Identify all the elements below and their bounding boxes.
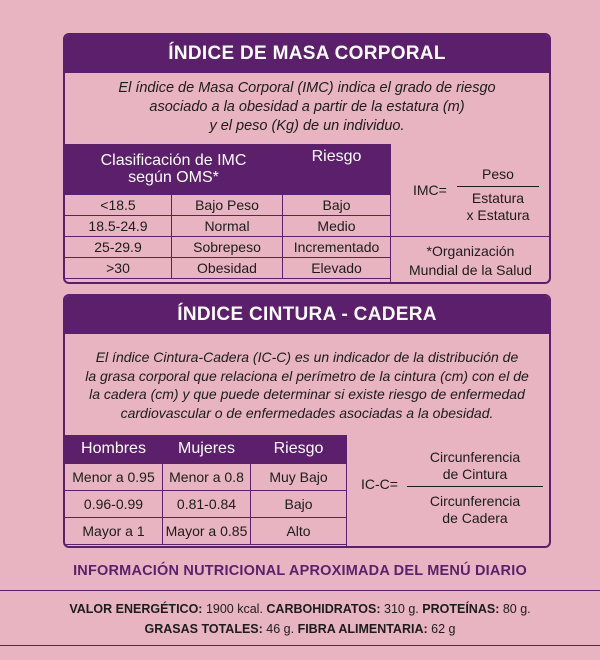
- imc-intro: [65, 73, 549, 143]
- imc-formula: [391, 166, 550, 238]
- divider: [0, 645, 600, 646]
- imc-label-cell: Normal: [172, 216, 283, 237]
- imc-risk-cell: Bajo: [283, 195, 391, 216]
- fiber-label: FIBRA ALIMENTARIA:: [297, 622, 428, 636]
- imc-label-cell: Sobrepeso: [172, 237, 283, 258]
- imc-intro-line: El índice de Masa Corporal (IMC) indica el grado de riesgo: [118, 80, 496, 96]
- nutrition-line-1: [0, 602, 600, 616]
- icc-header-risk: Riesgo: [251, 435, 347, 464]
- imc-risk-cell: Elevado: [283, 258, 391, 279]
- imc-formula-lhs: IMC=: [413, 182, 447, 198]
- imc-range-cell: 25-29.9: [65, 237, 172, 258]
- nutrition-line-2: [0, 622, 600, 636]
- icc-intro-line: El índice Cintura-Cadera (IC-C) es un indicador de la distribución de: [95, 349, 519, 365]
- table-row: [65, 518, 347, 545]
- icc-formula-denominator-line2: de Cadera: [442, 510, 508, 526]
- icc-risk-cell: Muy Bajo: [251, 464, 347, 491]
- icc-formula-denominator: [405, 493, 545, 527]
- imc-header-classification-line2: según OMS*: [128, 169, 219, 186]
- icc-intro-line: la cadera (cm) y que puede determinar si existe riesgo de enfermedad: [89, 386, 525, 402]
- icc-formula-lhs: IC-C=: [361, 476, 398, 492]
- table-row: [65, 237, 391, 258]
- imc-formula-denominator: [451, 190, 545, 224]
- table-row: [65, 464, 347, 491]
- icc-formula-panel: [346, 435, 550, 546]
- icc-intro: [65, 334, 549, 432]
- fiber-value: 62 g: [431, 622, 456, 636]
- imc-label-cell: Obesidad: [172, 258, 283, 279]
- imc-formula-numerator: Peso: [482, 166, 514, 182]
- imc-table: [64, 144, 391, 279]
- icc-men-cell: Menor a 0.95: [65, 464, 163, 491]
- who-note: [391, 242, 550, 280]
- who-note-line2: Mundial de la Salud: [409, 262, 532, 278]
- icc-table: [64, 435, 347, 545]
- imc-range-cell: <18.5: [65, 195, 172, 216]
- fraction-bar: [407, 486, 543, 487]
- carbs-label: CARBOHIDRATOS:: [266, 602, 381, 616]
- fat-label: GRASAS TOTALES:: [144, 622, 263, 636]
- icc-risk-cell: Alto: [251, 518, 347, 545]
- icc-formula-numerator-line2: de Cintura: [442, 466, 508, 482]
- imc-card: [63, 33, 551, 284]
- icc-men-cell: 0.96-0.99: [65, 491, 163, 518]
- imc-header-classification-line1: Clasificación de IMC: [100, 152, 247, 169]
- energy-value: 1900 kcal.: [205, 602, 263, 616]
- icc-formula-denominator-line1: Circunferencia: [429, 493, 521, 509]
- icc-intro-line: cardiovascular o de enfermedades asociadas a la obesidad.: [120, 404, 494, 421]
- icc-women-cell: Mayor a 0.85: [163, 518, 251, 545]
- imc-formula-panel: [390, 144, 550, 282]
- imc-range-cell: 18.5-24.9: [65, 216, 172, 237]
- imc-risk-cell: Medio: [283, 216, 391, 237]
- icc-women-cell: Menor a 0.8: [163, 464, 251, 491]
- carbs-value: 310 g.: [384, 602, 419, 616]
- energy-label: VALOR ENERGÉTICO:: [69, 602, 203, 616]
- fat-value: 46 g.: [266, 622, 295, 636]
- imc-header-classification: [65, 144, 283, 195]
- table-row: [65, 491, 347, 518]
- icc-formula-numerator: [405, 449, 545, 483]
- imc-formula-denominator-line2: x Estatura: [466, 207, 530, 223]
- imc-intro-line: y el peso (Kg) de un individuo.: [209, 118, 405, 134]
- who-note-line1: *Organización: [426, 243, 515, 259]
- imc-range-cell: >30: [65, 258, 172, 279]
- fraction-bar: [457, 186, 539, 187]
- imc-intro-line: asociado a la obesidad a partir de la estatura (m): [149, 99, 465, 115]
- imc-header-risk: Riesgo: [283, 144, 391, 195]
- protein-label: PROTEÍNAS:: [422, 602, 500, 616]
- divider: [391, 236, 550, 237]
- icc-header-men: Hombres: [65, 435, 163, 464]
- icc-women-cell: 0.81-0.84: [163, 491, 251, 518]
- icc-title: ÍNDICE CINTURA - CADERA: [65, 296, 549, 334]
- icc-risk-cell: Bajo: [251, 491, 347, 518]
- icc-formula-numerator-line1: Circunferencia: [429, 449, 521, 465]
- icc-card: [63, 294, 551, 548]
- icc-intro-line: la grasa corporal que relaciona el perímetro de la cintura (cm) con el de: [85, 367, 529, 384]
- table-row: [65, 195, 391, 216]
- protein-value: 80 g.: [502, 602, 531, 616]
- imc-title: ÍNDICE DE MASA CORPORAL: [65, 35, 549, 73]
- nutrition-title: INFORMACIÓN NUTRICIONAL APROXIMADA DEL MENÚ DIARIO: [73, 563, 527, 579]
- imc-label-cell: Bajo Peso: [172, 195, 283, 216]
- icc-men-cell: Mayor a 1: [65, 518, 163, 545]
- divider: [0, 590, 600, 591]
- imc-formula-denominator-line1: Estatura: [471, 190, 525, 206]
- imc-risk-cell: Incrementado: [283, 237, 391, 258]
- table-row: [65, 216, 391, 237]
- table-row: [65, 258, 391, 279]
- icc-header-women: Mujeres: [163, 435, 251, 464]
